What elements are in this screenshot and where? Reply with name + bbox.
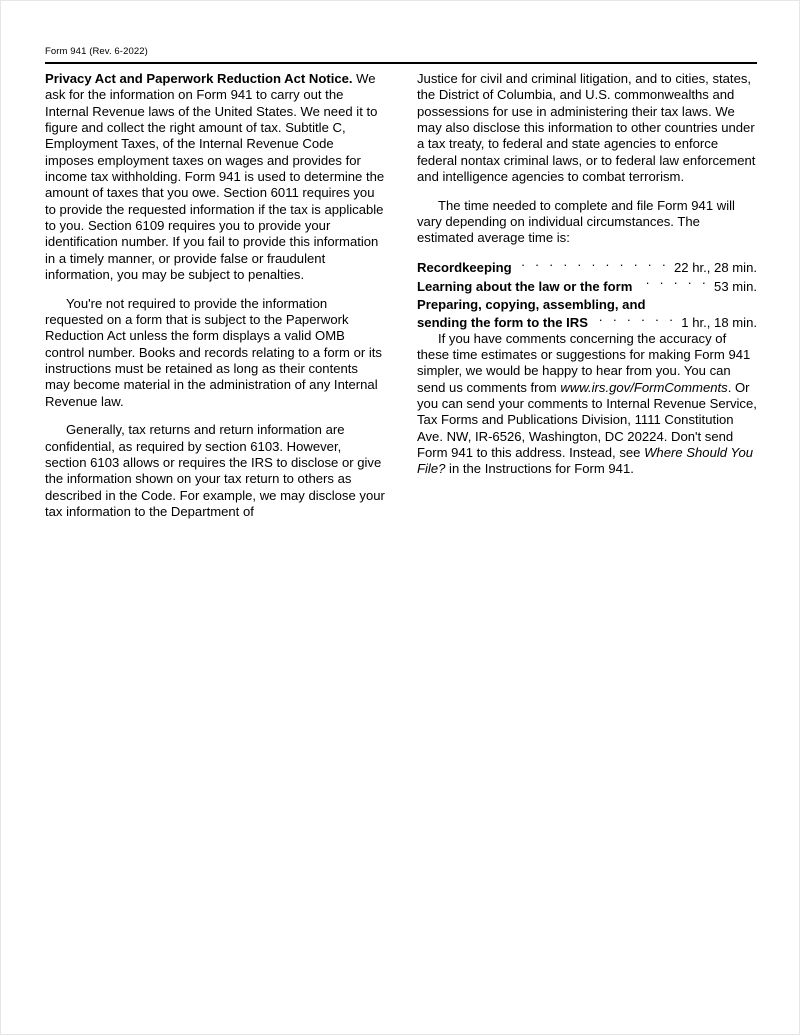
time-estimate-row-recordkeeping	[417, 259, 757, 278]
right-column	[417, 71, 757, 478]
time-estimate-row-preparing	[417, 314, 757, 331]
privacy-act-notice-paragraph	[45, 71, 385, 283]
time-estimate-label-line-1: Preparing, copying, assembling, and	[417, 297, 646, 313]
time-estimate-label: Learning about the law or the form	[417, 278, 633, 294]
comments-text-part-2: . Or you can send your comments to Internal Revenue Service, Tax Forms and Publications Division, 1111 Constitution Ave. NW, IR-6526, Washington, DC 20224. Don't send Form 941 to this address. Instead, see	[417, 379, 757, 461]
dot-leader	[519, 259, 669, 272]
header-divider-rule	[45, 62, 757, 64]
paperwork-reduction-paragraph: You're not required to provide the information requested on a form that is subject to the Paperwork Reduction Act unless the form displays a valid OMB control number. Books and records relating to a form or its instructions must be retained as long as their contents may become material in the administration of any Internal Revenue law.	[45, 295, 382, 409]
time-estimate-label: sending the form to the IRS	[417, 314, 588, 330]
time-estimate-row-learning	[417, 278, 757, 297]
disclosure-continuation-paragraph: Justice for civil and criminal litigation, and to cities, states, the District of Columbia, and U.S. commonwealths and possessions for use in administering their tax laws. We may also disclose this information to other countries under a tax treaty, to federal and state agencies to enforce federal nontax criminal laws, or to federal law enforcement and intelligence agencies to combat terrorism.	[417, 71, 756, 185]
comments-text-part-3: in the Instructions for Form 941.	[445, 461, 634, 477]
where-should-you-file-reference: Where Should You File?	[417, 445, 754, 477]
form-reference-label: Form 941 (Rev. 6-2022)	[45, 46, 148, 57]
comments-paragraph	[417, 331, 757, 478]
comments-text-part-1: If you have comments concerning the accuracy of these time estimates or suggestions for making Form 941 simpler, we would be happy to hear from you. You can send us comments from	[417, 330, 751, 395]
confidentiality-paragraph: Generally, tax returns and return information are confidential, as required by section 6103. However, section 6103 allows or requires the IRS to disclose or give the information shown on your tax return to others as described in the Code. For example, we may disclose your tax information to the Department of	[45, 422, 385, 519]
estimated-time-intro-paragraph: The time needed to complete and file Form 941 will vary depending on individual circumstances. The estimated average time is:	[417, 197, 735, 246]
time-estimate-value: 53 min.	[714, 278, 757, 294]
time-estimates-list	[417, 259, 757, 331]
dot-leader	[595, 314, 676, 327]
time-estimate-value: 1 hr., 18 min.	[681, 314, 757, 330]
left-column	[45, 71, 385, 520]
time-estimate-value: 22 hr., 28 min.	[674, 260, 757, 276]
dot-leader	[639, 278, 709, 291]
time-estimate-label: Recordkeeping	[417, 260, 512, 276]
two-column-body	[45, 71, 757, 520]
form-comments-url[interactable]: www.irs.gov/FormComments	[560, 379, 728, 395]
notice-paragraph-body: We ask for the information on Form 941 to carry out the Internal Revenue laws of the United States. We need it to figure and collect the right amount of tax. Subtitle C, Employment Taxes, of the Internal Revenue Code imposes employment taxes on wages and provides for income tax withholding. Form 941 is used to determine the amount of taxes that you owe. Section 6011 requires you to provide the requested information if the tax is applicable to you. Section 6109 requires you to provide your identification number. If you fail to provide this information in a timely manner, or provide false or fraudulent information, you may be subject to penalties.	[45, 71, 385, 283]
notice-heading: Privacy Act and Paperwork Reduction Act Notice.	[45, 71, 353, 86]
page-header	[45, 46, 757, 64]
